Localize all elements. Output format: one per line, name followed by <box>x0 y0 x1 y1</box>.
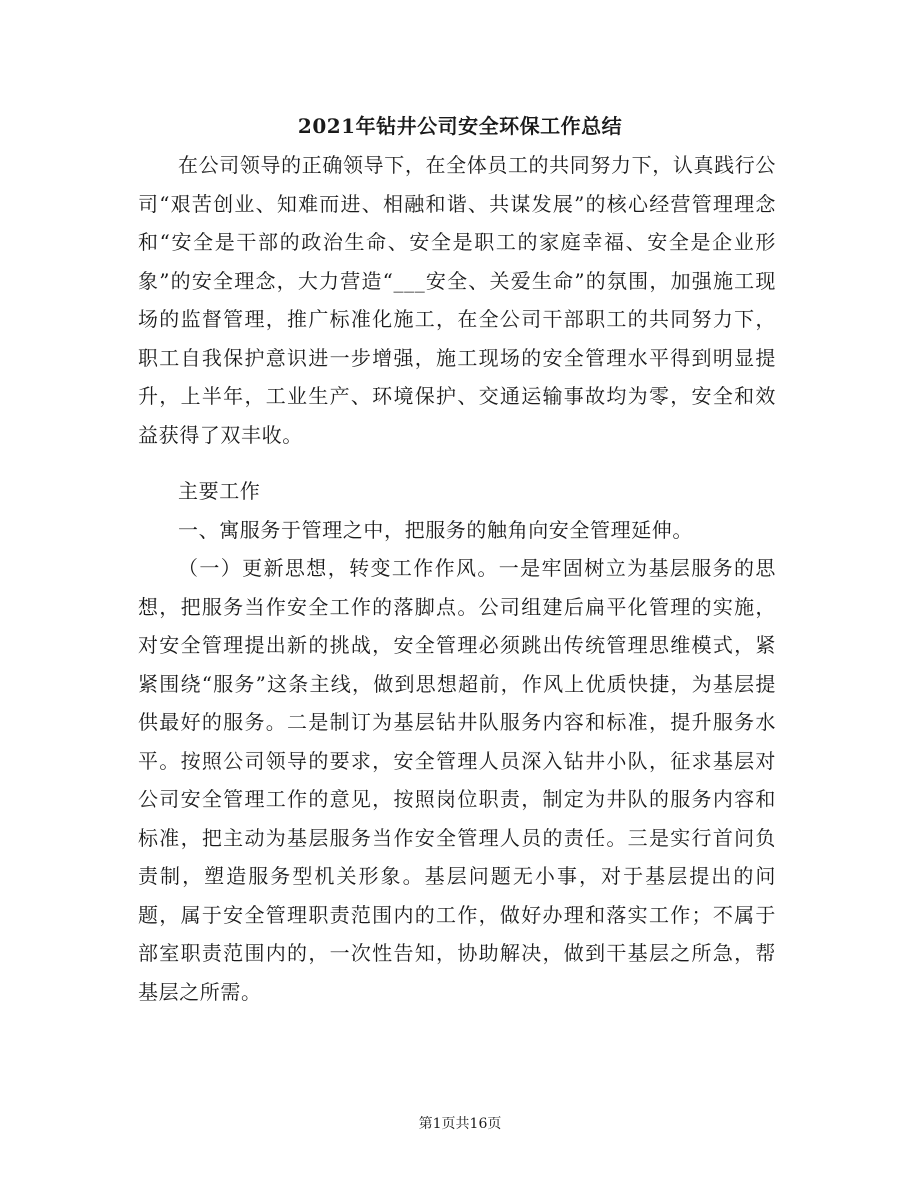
document-body <box>138 146 776 1011</box>
document-title: 2021年钻井公司安全环保工作总结 <box>297 114 623 138</box>
body-paragraph-one-one: （一）更新思想，转变工作作风。一是牢固树立为基层服务的思想，把服务当作安全工作的落脚点。公司组建后扁平化管理的实施，对安全管理提出新的挑战，安全管理必须跳出传统管理思维模式，紧紧围绕“服务”这条主线，做到思想超前，作风上优质快捷，为基层提供最好的服务。二是制订为基层钻井队服务内容和标准，提升服务水平。按照公司领导的要求，安全管理人员深入钻井小队，征求基层对公司安全管理工作的意见，按照岗位职责，制定为井队的服务内容和标准，把主动为基层服务当作安全管理人员的责任。三是实行首问负责制，塑造服务型机关形象。基层问题无小事，对于基层提出的问题，属于安全管理职责范围内的工作，做好办理和落实工作；不属于部室职责范围内的，一次性告知，协助解决，做到干基层之所急，帮基层之所需。 <box>138 556 776 1004</box>
section-heading-one: 一、寓服务于管理之中，把服务的触角向安全管理延伸。 <box>178 517 693 542</box>
page-number-footer: 第1页共16页 <box>418 1116 502 1132</box>
section-heading-main-work: 主要工作 <box>178 479 261 503</box>
intro-paragraph: 在公司领导的正确领导下，在全体员工的共同努力下，认真践行公司“艰苦创业、知难而进、相融和谐、共谋发展”的核心经营管理理念和“安全是干部的政治生命、安全是职工的家庭幸福、安全是企业形象”的安全理念，大力营造“___安全、关爱生命”的氛围，加强施工现场的监督管理，推广标准化施工，在全公司干部职工的共同努力下，职工自我保护意识进一步增强，施工现场的安全管理水平得到明显提升，上半年，工业生产、环境保护、交通运输事故均为零，安全和效益获得了双丰收。 <box>138 153 776 447</box>
